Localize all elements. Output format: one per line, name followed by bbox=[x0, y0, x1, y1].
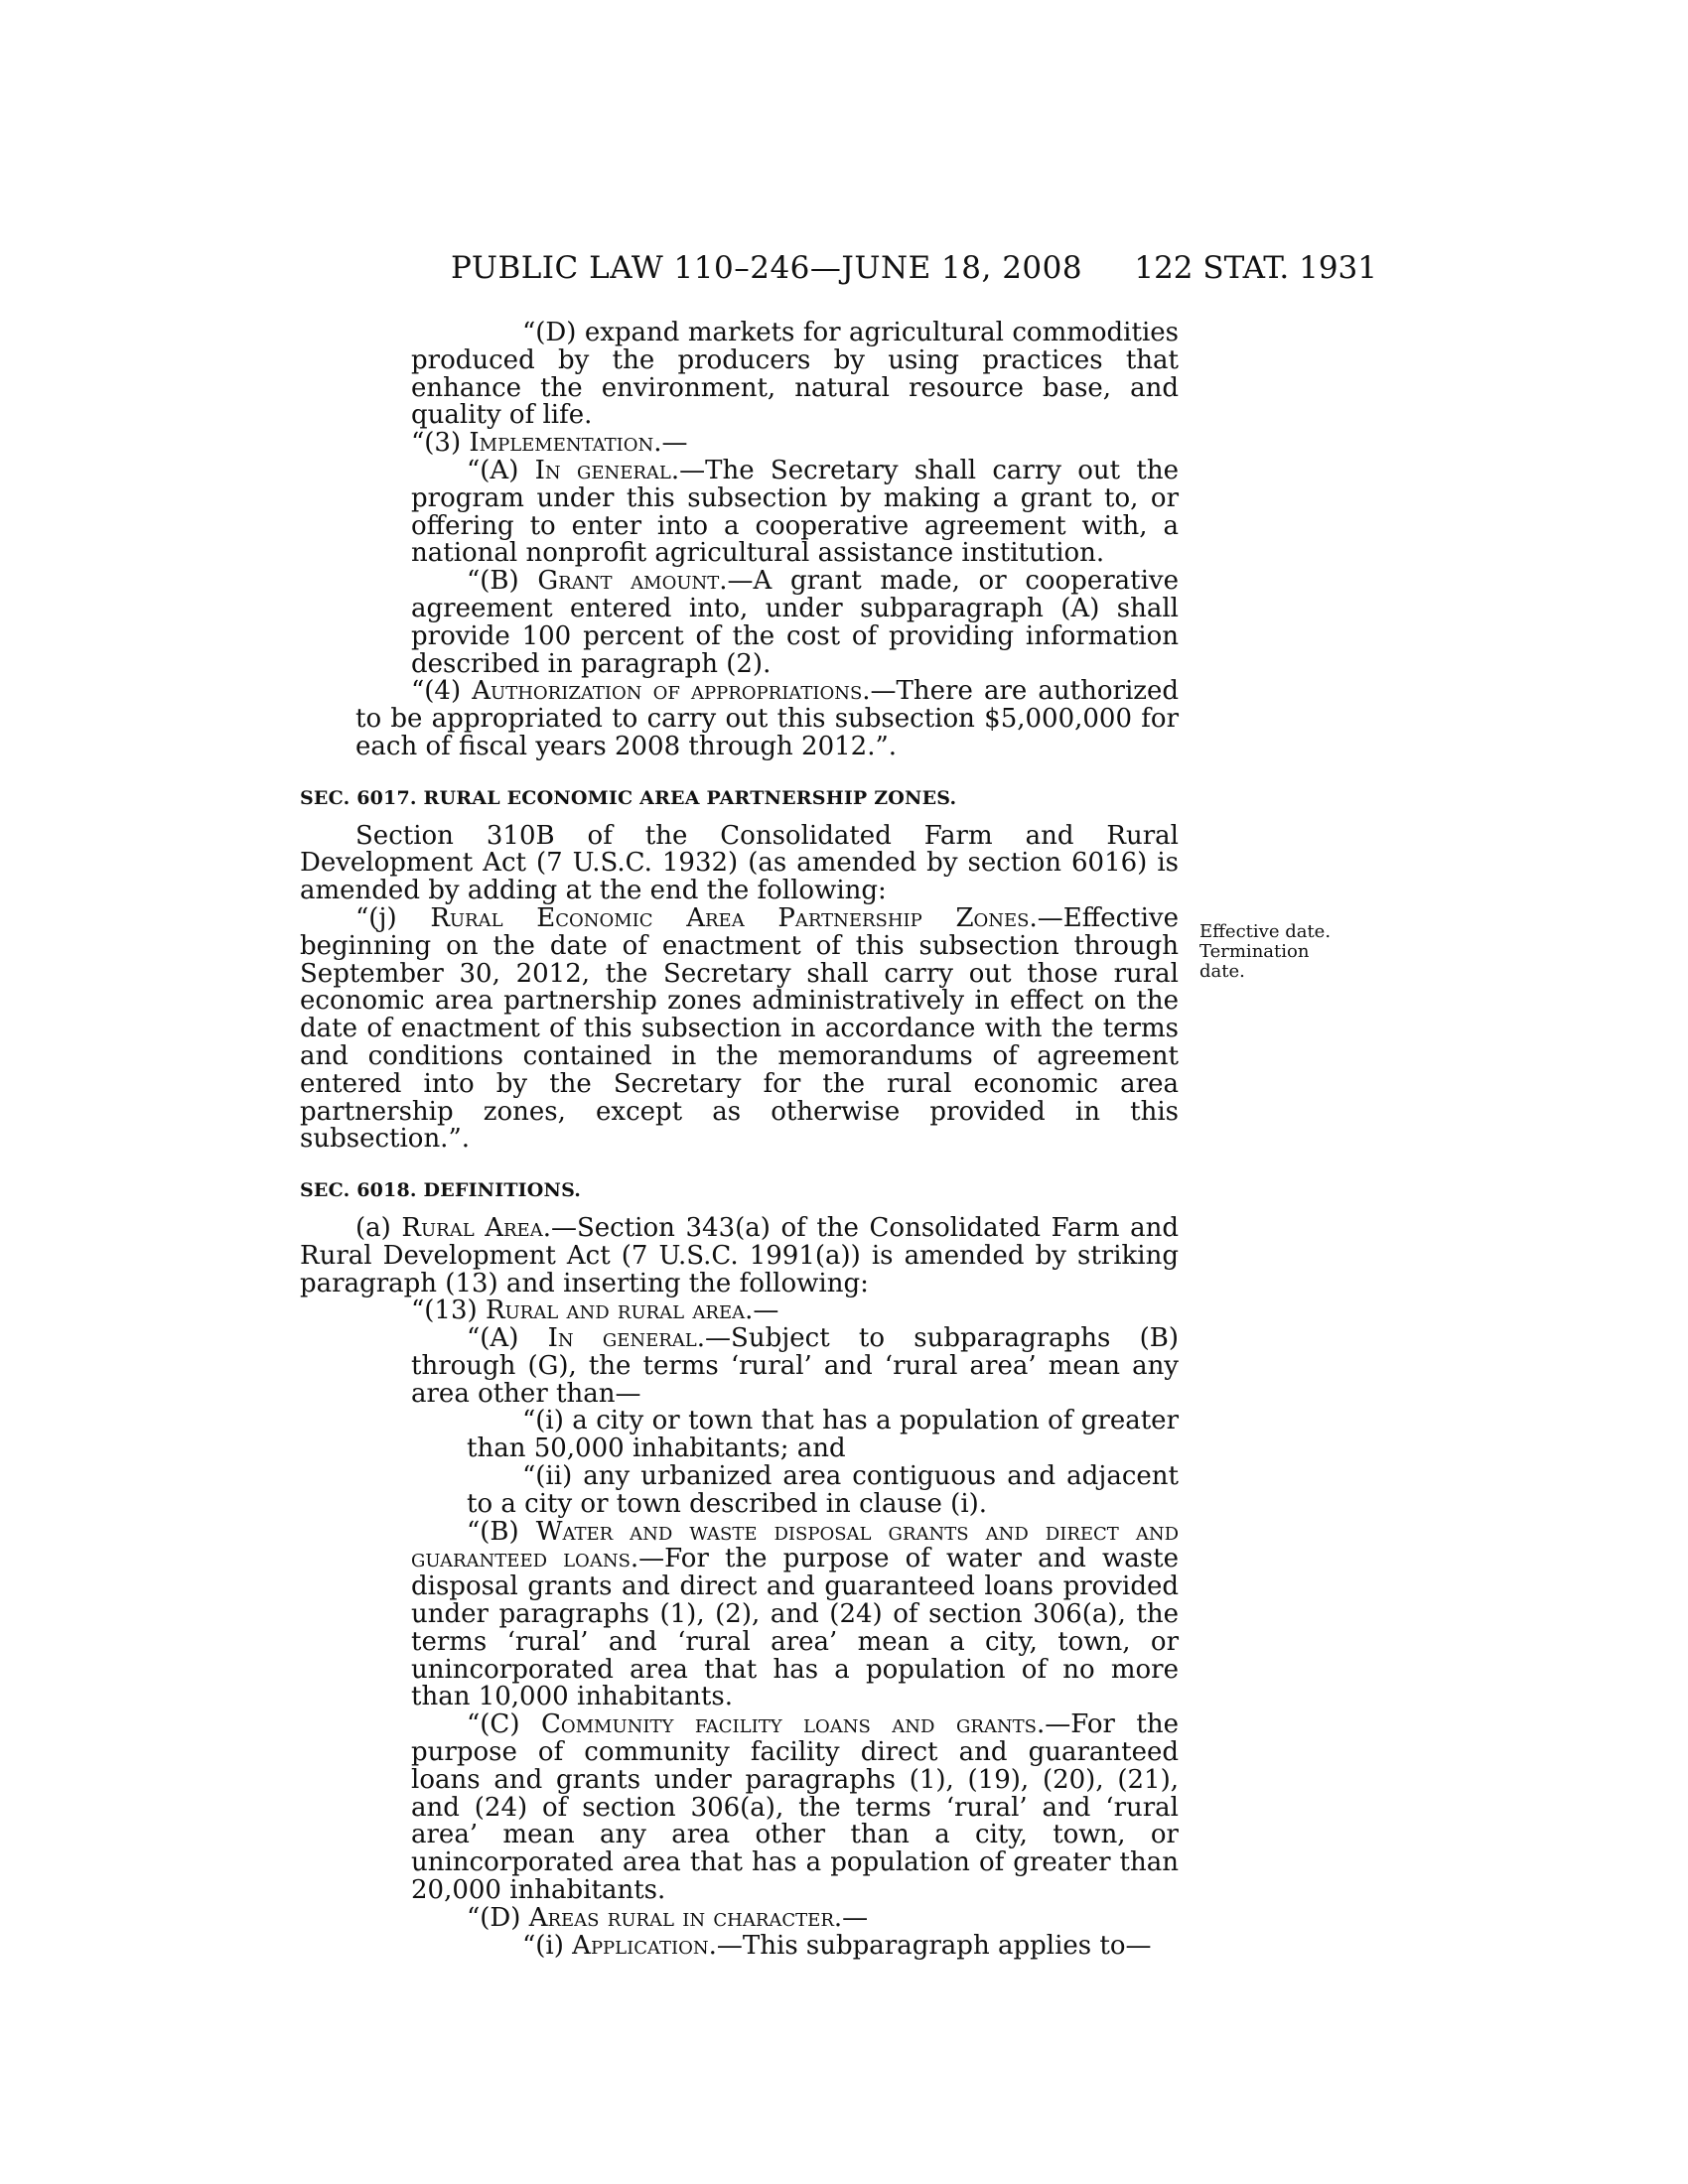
text-run: .— bbox=[833, 1902, 869, 1933]
small-caps-heading: Areas rural in character bbox=[528, 1902, 834, 1933]
text-run: .—Effective beginning on the date of enactment of this subsection through September 30, 2012, the Secretary shall carry out those rural economic area partnership zones administratively in effect on the date of enactment of this subsection in accordance with the terms and conditions contained in the memorandums of agreement entered into by the Secretary for the rural economic area partnership zones, except as otherwise provided in this subsection.”. bbox=[300, 902, 1180, 1155]
paragraph bbox=[300, 678, 1179, 760]
text-run: “(3) bbox=[411, 428, 470, 459]
small-caps-heading: Water and waste disposal grants and direct and guaranteed loans bbox=[411, 1516, 1180, 1574]
small-caps-heading: Implementation bbox=[469, 428, 654, 459]
paragraph bbox=[300, 1902, 1179, 1933]
paragraph: “(ii) any urbanized area contiguous and adjacent to a city or town described in clause (i). bbox=[467, 1461, 1179, 1519]
section-heading: SEC. 6018. DEFINITIONS. bbox=[300, 1179, 582, 1202]
paragraph bbox=[300, 430, 1179, 458]
small-caps-heading: Authorization of appropriations bbox=[472, 676, 863, 707]
page-number: 122 STAT. 1931 bbox=[1134, 250, 1377, 286]
paragraph: “(i) a city or town that has a population of greater than 50,000 inhabitants; and bbox=[467, 1406, 1179, 1464]
paragraph bbox=[300, 1930, 1179, 1961]
paragraph bbox=[300, 455, 1179, 569]
text-run: “(13) bbox=[411, 1296, 486, 1326]
paragraph bbox=[300, 1297, 1179, 1325]
small-caps-heading: Application bbox=[572, 1930, 709, 1961]
small-caps-heading: Community facility loans and grants bbox=[540, 1709, 1037, 1740]
text-run: “(i) bbox=[522, 1930, 573, 1961]
paragraph bbox=[300, 1711, 1179, 1905]
text-run: .—For the purpose of water and waste disposal grants and direct and guaranteed loans provided under paragraphs (1), (2), and (24) of section 306(a), the terms ‘rural’ and ‘rural area’ mean a city, town, or unincorporated area that has a population of no more than 10,000 inhabitants. bbox=[411, 1544, 1179, 1712]
text-run: .—A grant made, or cooperative agreement entered into, under subparagraph (A) shall provide 100 percent of the cost of providing information described in paragraph (2). bbox=[411, 566, 1179, 679]
paragraph bbox=[300, 1212, 1179, 1298]
small-caps-heading: In general bbox=[547, 1323, 697, 1354]
margin-note-effective-date: Effective date. bbox=[1199, 921, 1332, 942]
text-run: “(B) bbox=[467, 566, 538, 597]
page-header bbox=[300, 250, 1377, 290]
text-run: (a) bbox=[355, 1212, 402, 1243]
section-heading: SEC. 6017. RURAL ECONOMIC AREA PARTNERSHIP ZONES. bbox=[300, 786, 957, 809]
paragraph bbox=[300, 1516, 1180, 1712]
text-run: .—Section 343(a) of the Consolidated Farm and Rural Development Act (7 U.S.C. 1991(a)) is amended by striking paragraph (13) and inserting the following: bbox=[300, 1212, 1179, 1298]
small-caps-heading: Rural and rural area bbox=[485, 1296, 746, 1326]
small-caps-heading: In general bbox=[534, 455, 671, 485]
text-run: .—There are authorized to be appropriated to carry out this subsection $5,000,000 for each of fiscal years 2008 through 2012.”. bbox=[355, 676, 1179, 761]
text-run: “(4) bbox=[411, 676, 473, 707]
text-run: .—This subparagraph applies to— bbox=[708, 1930, 1152, 1961]
margin-note-termination-date: Termination date. bbox=[1199, 941, 1310, 982]
paragraph: Section 310B of the Consolidated Farm and Rural Development Act (7 U.S.C. 1932) (as amended by section 6016) is amended by adding at the end the following: bbox=[300, 820, 1179, 906]
small-caps-heading: Rural Economic Area Partnership Zones bbox=[430, 902, 1030, 933]
margin-note bbox=[1199, 922, 1338, 982]
small-caps-heading: Rural Area bbox=[401, 1212, 543, 1243]
text-run: .— bbox=[745, 1296, 779, 1326]
text-run: .—For the purpose of community facility direct and guaranteed loans and grants under paragraphs (1), (19), (20), (21), and (24) of section 306(a), the terms ‘rural’ and ‘rural area’ mean any area other than a city, town, or unincorporated area that has a population of greater than 20,000 inhabitants. bbox=[411, 1709, 1179, 1906]
paragraph bbox=[300, 902, 1180, 1155]
text-run: “(A) bbox=[467, 1323, 548, 1354]
small-caps-heading: Grant amount bbox=[537, 566, 720, 597]
body-text bbox=[300, 320, 1179, 1960]
text-run: “(C) bbox=[467, 1709, 541, 1740]
text-run: .—Subject to subparagraphs (B) through (G), the terms ‘rural’ and ‘rural area’ mean any area other than— bbox=[411, 1323, 1179, 1409]
running-head: PUBLIC LAW 110–246—JUNE 18, 2008 bbox=[451, 250, 1083, 286]
text-run: .— bbox=[653, 428, 688, 459]
text-run: “(B) bbox=[467, 1516, 536, 1547]
text-run: “(j) bbox=[355, 902, 431, 933]
text-run: “(A) bbox=[467, 455, 535, 485]
text-run: .—The Secretary shall carry out the program under this subsection by making a grant to, or offering to enter into a cooperative agreement with, a national nonprofit agricultural assistance institution. bbox=[411, 455, 1179, 569]
paragraph: “(D) expand markets for agricultural commodities produced by the producers by using practices that enhance the environment, natural resource base, and quality of life. bbox=[411, 318, 1179, 431]
text-run: “(D) bbox=[467, 1902, 529, 1933]
paragraph bbox=[300, 568, 1179, 678]
paragraph bbox=[300, 1325, 1179, 1408]
